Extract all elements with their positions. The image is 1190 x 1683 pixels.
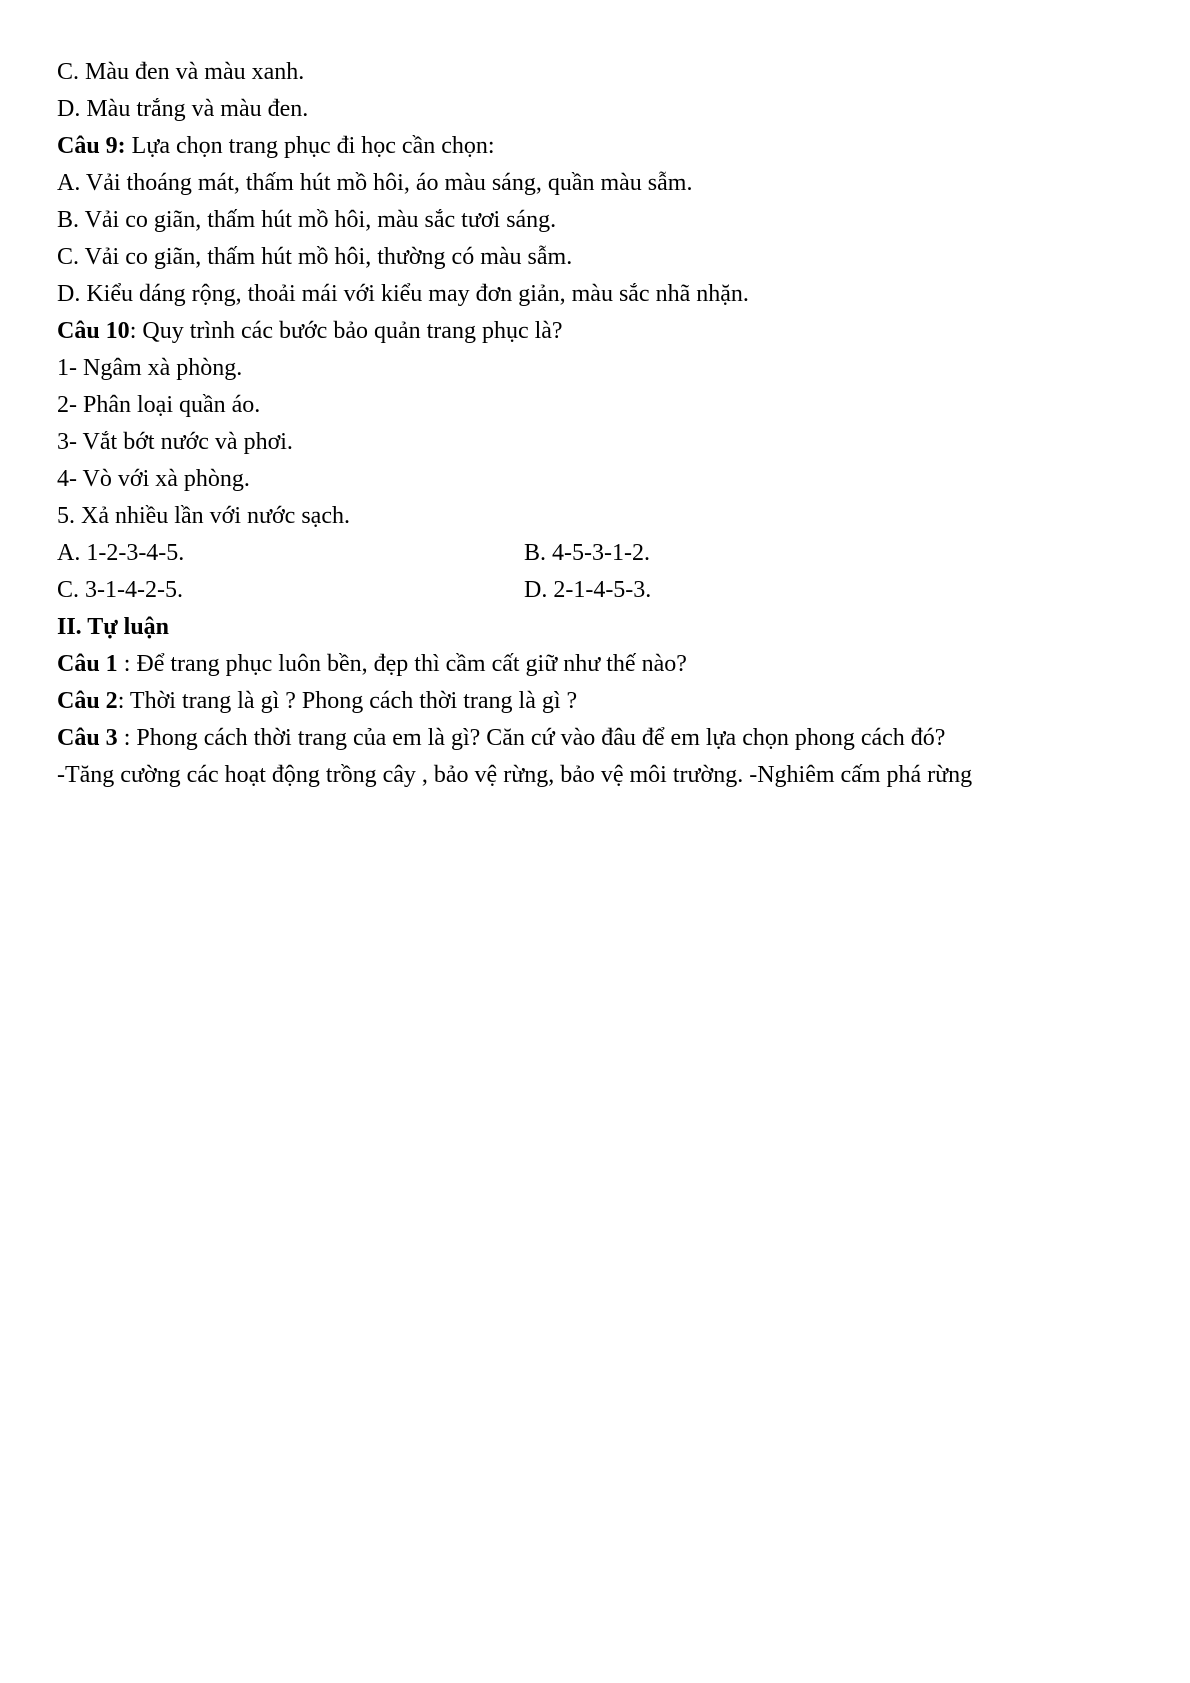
essay-question-3-text: : Phong cách thời trang của em là gì? Căn cứ vào đâu để em lựa chọn phong cách đó?	[117, 725, 946, 751]
question-9-text: Lựa chọn trang phục đi học cần chọn:	[125, 133, 495, 159]
step-5: 5. Xả nhiều lần với nước sạch.	[57, 503, 350, 529]
q8-option-c: C. Màu đen và màu xanh.	[57, 59, 305, 85]
q9-option-d: D. Kiểu dáng rộng, thoải mái với kiểu may đơn giản, màu sắc nhã nhặn.	[57, 281, 749, 307]
q10-option-d: D. 2-1-4-5-3.	[524, 577, 652, 603]
answer-line: -Tăng cường các hoạt động trồng cây , bảo vệ rừng, bảo vệ môi trường. -Nghiêm cấm phá rừng	[57, 762, 973, 788]
q10-option-a: A. 1-2-3-4-5.	[57, 540, 185, 566]
q10-option-c: C. 3-1-4-2-5.	[57, 577, 183, 603]
essay-question-1-text: : Để trang phục luôn bền, đẹp thì cầm cất giữ như thế nào?	[117, 651, 687, 677]
question-10-text: : Quy trình các bước bảo quản trang phục là?	[129, 318, 563, 344]
step-4: 4- Vò với xà phòng.	[57, 466, 250, 492]
essay-question-3-label: Câu 3	[57, 725, 118, 751]
essay-question-2-label: Câu 2	[57, 688, 118, 714]
q10-options-row-1	[57, 538, 1057, 568]
essay-question-1	[57, 649, 687, 679]
q10-options-row-2	[57, 575, 1057, 605]
section-heading: II. Tự luận	[57, 614, 170, 640]
essay-question-2	[57, 686, 577, 716]
essay-question-1-label: Câu 1	[57, 651, 118, 677]
essay-question-2-text: : Thời trang là gì ? Phong cách thời trang là gì ?	[117, 688, 578, 714]
question-9	[57, 131, 495, 161]
q9-option-b: B. Vải co giãn, thấm hút mồ hôi, màu sắc tươi sáng.	[57, 207, 557, 233]
essay-question-3	[57, 723, 945, 753]
question-10	[57, 316, 563, 346]
step-2: 2- Phân loại quần áo.	[57, 392, 261, 418]
q9-option-a: A. Vải thoáng mát, thấm hút mồ hôi, áo màu sáng, quần màu sẫm.	[57, 170, 693, 196]
step-3: 3- Vắt bớt nước và phơi.	[57, 429, 293, 455]
q9-option-c: C. Vải co giãn, thấm hút mồ hôi, thường có màu sẫm.	[57, 244, 573, 270]
step-1: 1- Ngâm xà phòng.	[57, 355, 243, 381]
question-9-label: Câu 9:	[57, 133, 126, 159]
question-10-label: Câu 10	[57, 318, 130, 344]
q8-option-d: D. Màu trắng và màu đen.	[57, 96, 309, 122]
q10-option-b: B. 4-5-3-1-2.	[524, 540, 650, 566]
